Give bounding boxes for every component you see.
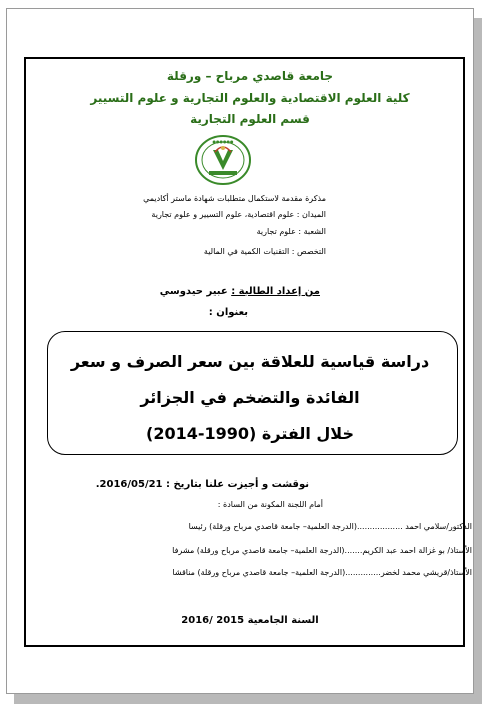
defense-date: نوقشت و أجيزت علنا بتاريخ : 2016/05/21. — [95, 479, 309, 490]
thesis-title-line-2: الفائدة والتضخم في الجزائر — [140, 388, 360, 407]
thesis-note: مذكرة مقدمة لاستكمال متطلبات شهادة ماستر أكاديمي — [143, 194, 326, 203]
university-seal-icon — [193, 134, 253, 186]
thesis-title-line-3: خلال الفترة (1990-2014) — [146, 424, 354, 443]
faculty-name: كلية العلوم الاقتصادية والعلوم التجارية و علوم التسيير — [90, 91, 410, 105]
jury-member-examiner: الأستاذ/قريشي محمد لخضر..............(الدرجة العلمية– جامعة قاصدي مرباح ورقلة) مناقشا — [172, 568, 472, 577]
department-name: قسم العلوم التجارية — [190, 112, 310, 126]
svg-text:●●●●●●: ●●●●●● — [212, 139, 234, 144]
author-name: عبير حيدوسي — [159, 286, 232, 297]
jury-member-supervisor: الأستاذ/ بو غزالة احمد عبد الكريم.......(الدرجة العلمية– جامعة قاصدي مرباح ورقلة) مشرفا — [172, 546, 472, 555]
thesis-field: الميدان : علوم اقتصادية، علوم التسيير و علوم تجارية — [151, 210, 326, 219]
author-line — [160, 286, 320, 297]
thesis-branch: الشعبة : علوم تجارية — [256, 227, 326, 236]
thesis-title-line-1: دراسة قياسية للعلاقة بين سعر الصرف و سعر — [70, 352, 430, 371]
author-prefix: من إعداد الطالبة : — [231, 286, 320, 297]
titled-label: بعنوان : — [208, 307, 248, 318]
thesis-specialty: التخصص : التقنيات الكمية في المالية — [203, 247, 326, 256]
university-name: جامعة قاصدي مرباح – ورقلة — [166, 69, 334, 83]
academic-year: السنة الجامعية 2015 /2016 — [181, 615, 319, 626]
jury-intro: أمام اللجنة المكونة من السادة : — [217, 500, 323, 509]
jury-member-president: الدكتور/سلامي احمد ..................(الدرجة العلمية– جامعة قاصدي مرباح ورقلة) رئيسا — [188, 522, 472, 531]
